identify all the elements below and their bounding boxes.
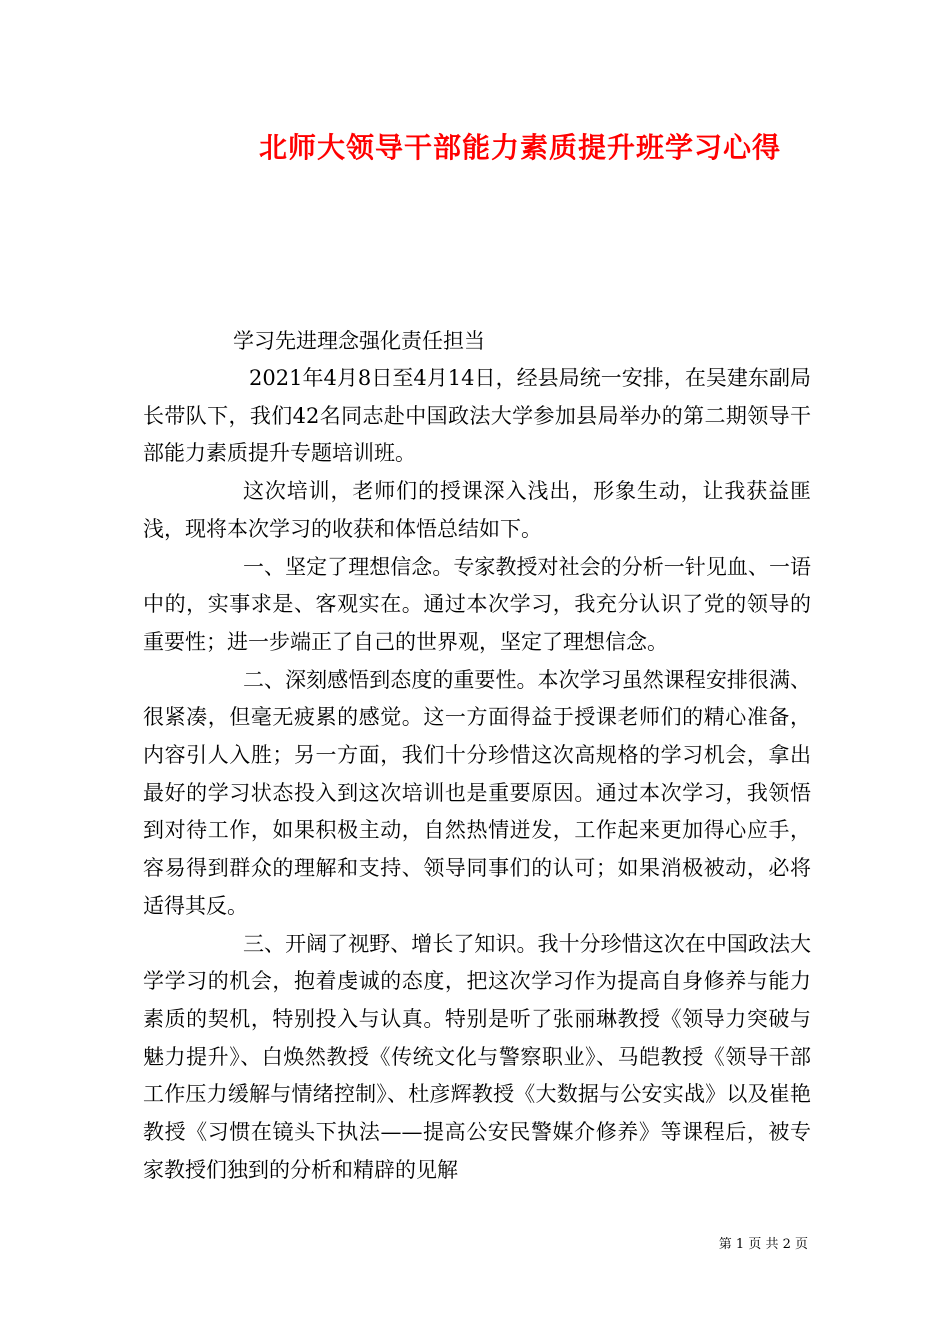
document-body: [143, 360, 811, 1189]
paragraph-point-one: 一、坚定了理想信念。专家教授对社会的分析一针见血、一语中的，实事求是、客观实在。通过本次学习，我充分认识了党的领导的重要性；进一步端正了自己的世界观，坚定了理想信念。: [143, 554, 811, 654]
paragraph-summary: 这次培训，老师们的授课深入浅出，形象生动，让我获益匪浅，现将本次学习的收获和体悟总结如下。: [143, 479, 811, 541]
paragraph-point-three: 三、开阔了视野、增长了知识。我十分珍惜这次在中国政法大学学习的机会，抱着虔诚的态度，把这次学习作为提高自身修养与能力素质的契机，特别投入与认真。特别是听了张丽琳教授《领导力突破与魅力提升》、白焕然教授《传统文化与警察职业》、马皑教授《领导干部工作压力缓解与情绪控制》、杜彦辉教授《大数据与公安实战》以及崔艳教授《习惯在镜头下执法——提高公安民警媒介修养》等课程后，被专家教授们独到的分析和精辟的见解: [143, 931, 811, 1182]
page-number: 第 1 页 共 2 页: [718, 1237, 808, 1252]
document-subtitle: 学习先进理念强化责任担当: [233, 329, 485, 353]
document-title: 北师大领导干部能力素质提升班学习心得: [258, 131, 781, 164]
paragraph-intro: 2021年4月8日至4月14日，经县局统一安排，在吴建东副局长带队下，我们42名同志赴中国政法大学参加县局举办的第二期领导干部能力素质提升专题培训班。: [143, 366, 811, 466]
paragraph-point-two: 二、深刻感悟到态度的重要性。本次学习虽然课程安排很满、很紧凑，但毫无疲累的感觉。这一方面得益于授课老师们的精心准备，内容引人入胜；另一方面，我们十分珍惜这次高规格的学习机会，拿出最好的学习状态投入到这次培训也是重要原因。通过本次学习，我领悟到对待工作，如果积极主动，自然热情迸发，工作起来更加得心应手，容易得到群众的理解和支持、领导同事们的认可；如果消极被动，必将适得其反。: [143, 667, 811, 918]
